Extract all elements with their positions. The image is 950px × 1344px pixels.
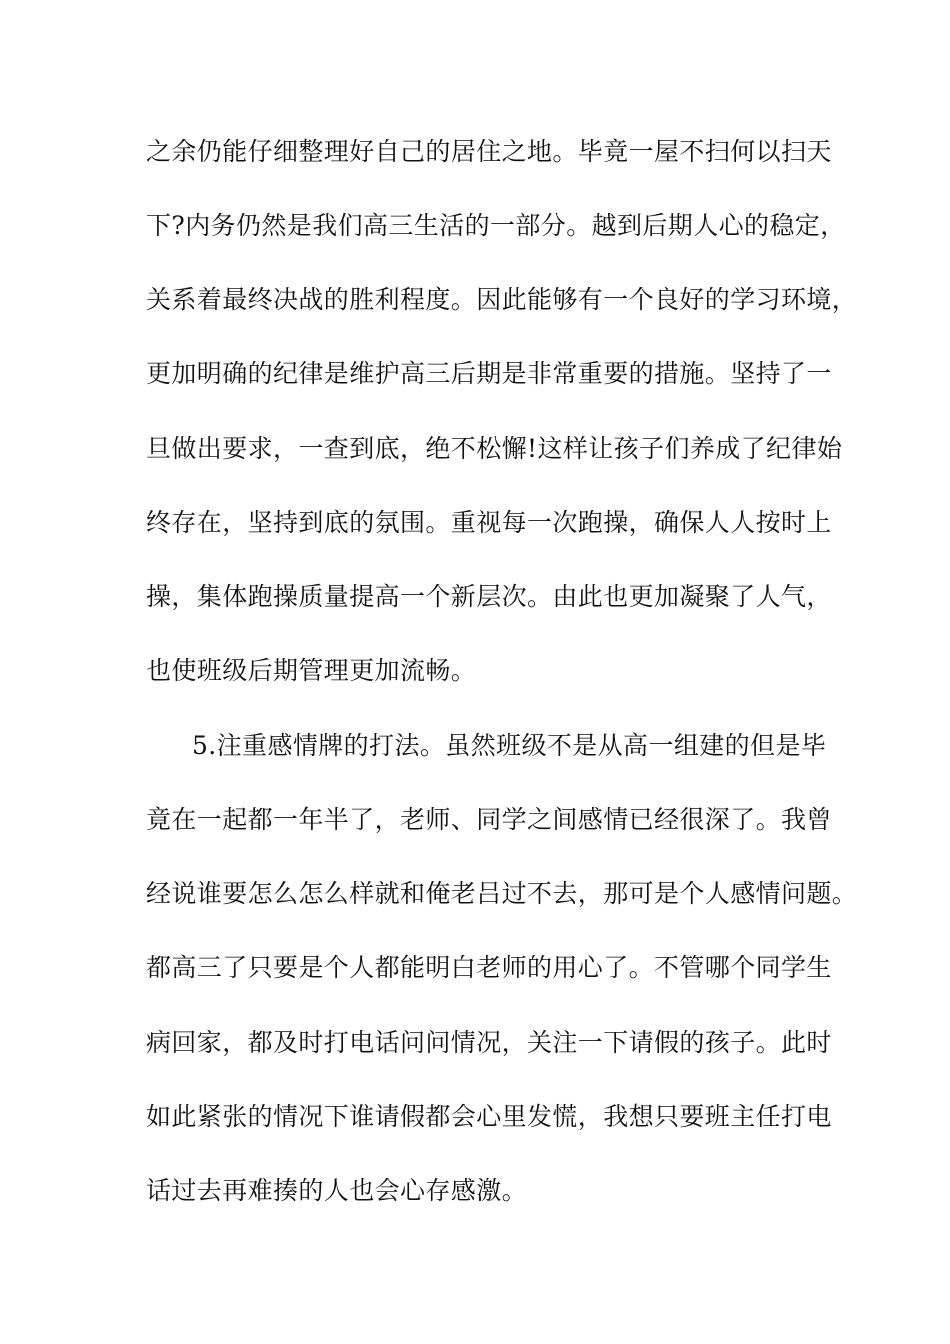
text-line: 下?内务仍然是我们高三生活的一部分。越到后期人心的稳定，: [146, 211, 846, 240]
text-line: 更加明确的纪律是维护高三后期是非常重要的措施。坚持了一: [146, 359, 832, 388]
text-line: 都高三了只要是个人都能明白老师的用心了。不管哪个同学生: [146, 953, 832, 982]
text-line: 之余仍能仔细整理好自己的居住之地。毕竟一屋不扫何以扫天: [146, 137, 832, 166]
text-line: 病回家，都及时打电话问问情况，关注一下请假的孩子。此时: [146, 1028, 832, 1057]
text-line: 竟在一起都一年半了，老师、同学之间感情已经很深了。我曾: [146, 805, 832, 834]
text-line: 关系着最终决战的胜利程度。因此能够有一个良好的学习环境，: [146, 285, 858, 314]
text-line: 经说谁要怎么怎么样就和俺老吕过不去，那可是个人感情问题。: [146, 879, 858, 908]
text-line: 5.注重感情牌的打法。虽然班级不是从高一组建的但是毕: [192, 731, 827, 760]
text-line: 终存在，坚持到底的氛围。重视每一次跑操，确保人人按时上: [146, 508, 832, 537]
text-line: 旦做出要求，一查到底，绝不松懈!这样让孩子们养成了纪律始: [146, 434, 843, 463]
text-line: 如此紧张的情况下谁请假都会心里发慌，我想只要班主任打电: [146, 1102, 832, 1131]
text-line: 话过去再难揍的人也会心存感激。: [146, 1176, 528, 1205]
text-line: 操，集体跑操质量提高一个新层次。由此也更加凝聚了人气，: [146, 582, 832, 611]
text-line: 也使班级后期管理更加流畅。: [146, 656, 477, 685]
